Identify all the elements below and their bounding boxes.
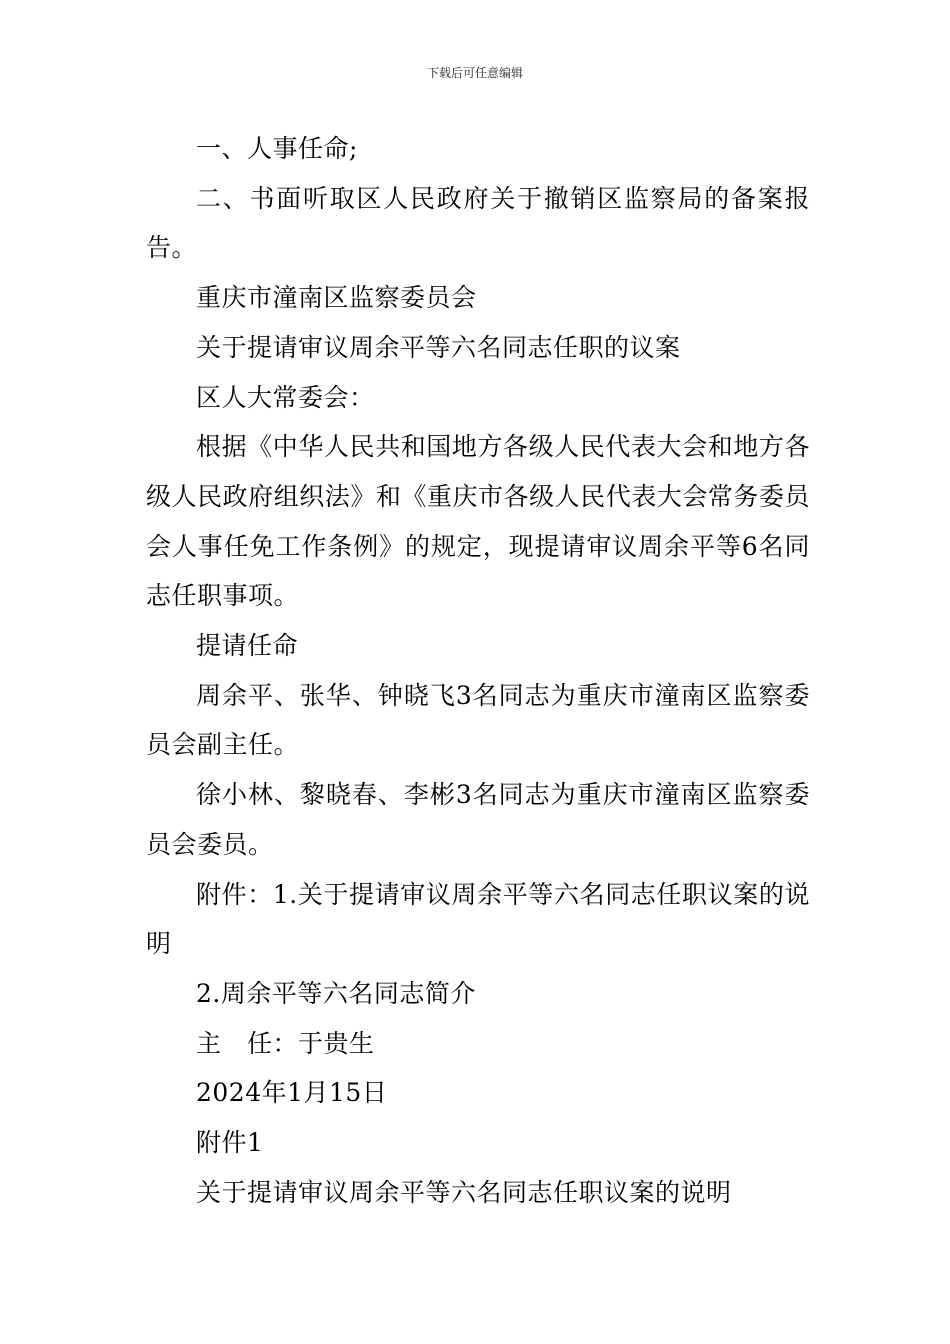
paragraph-agenda-item-2: 二、书面听取区人民政府关于撤销区监察局的备案报告。 bbox=[146, 183, 810, 263]
paragraph-signatory: 主 任：于贵生 bbox=[196, 1028, 375, 1058]
paragraph-attachment-1: 附件：1.关于提请审议周余平等六名同志任职议案的说明 bbox=[146, 879, 810, 959]
paragraph-legal-basis: 根据《中华人民共和国地方各级人民代表大会和地方各级人民政府组织法》和《重庆市各级人民代表大会常务委员会人事任免工作条例》的规定，现提请审议周余平等6名同志任职事项。 bbox=[146, 432, 810, 611]
paragraph-attachment-label: 附件1 bbox=[196, 1128, 264, 1158]
paragraph-request-appointment: 提请任命 bbox=[196, 631, 299, 661]
paragraph-attachment-2: 2.周余平等六名同志简介 bbox=[196, 978, 476, 1008]
paragraph-attachment-title: 关于提请审议周余平等六名同志任职议案的说明 bbox=[196, 1177, 732, 1207]
paragraph-addressee: 区人大常委会： bbox=[196, 382, 375, 412]
paragraph-issuing-organ: 重庆市潼南区监察委员会 bbox=[196, 283, 477, 313]
page-header-note: 下载后可任意编辑 bbox=[426, 66, 523, 80]
paragraph-date: 2024年1月15日 bbox=[196, 1078, 388, 1108]
paragraph-committee-members: 徐小林、黎晓春、李彬3名同志为重庆市潼南区监察委员会委员。 bbox=[146, 780, 810, 859]
paragraph-deputy-directors: 周余平、张华、钟晓飞3名同志为重庆市潼南区监察委员会副主任。 bbox=[146, 680, 810, 760]
paragraph-motion-title: 关于提请审议周余平等六名同志任职的议案 bbox=[196, 332, 681, 362]
document-body bbox=[146, 124, 810, 1217]
paragraph-agenda-item-1: 一、人事任命; bbox=[196, 134, 358, 163]
